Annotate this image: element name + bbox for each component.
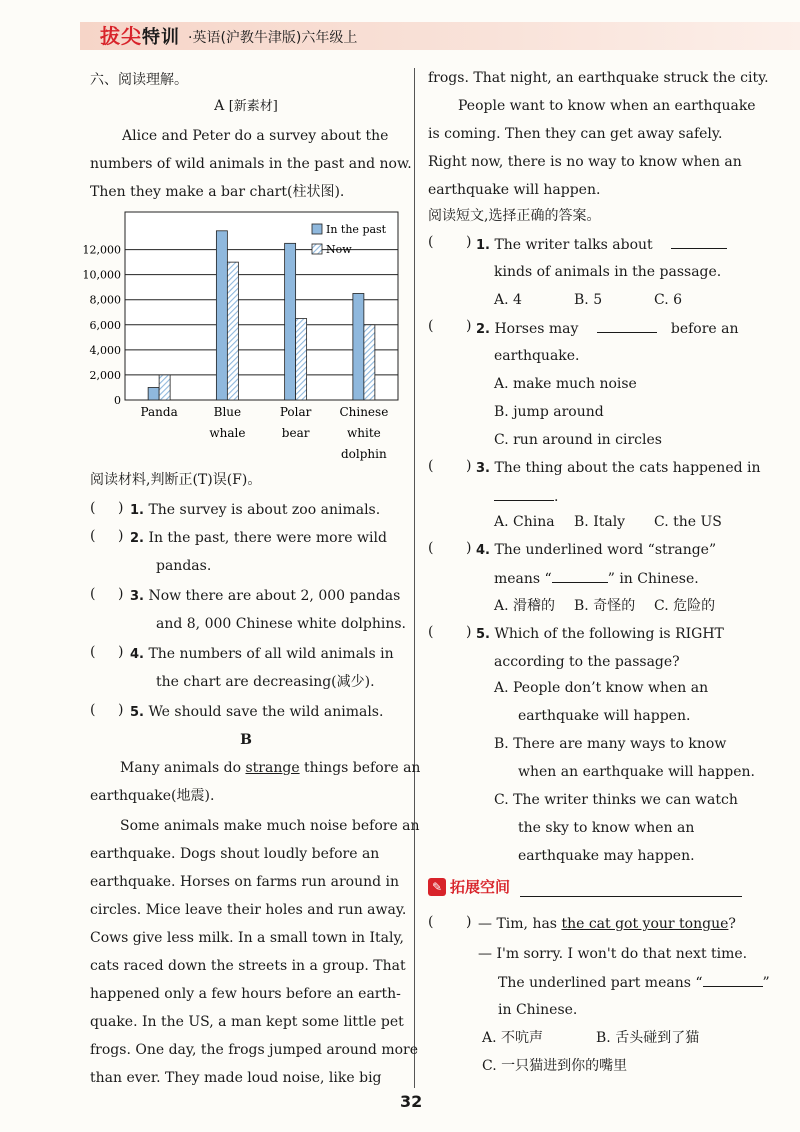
mc-question-1-cont: kinds of animals in the passage. [494,264,722,280]
y-tick-label: 12,000 [82,243,121,257]
answer-paren: ) [466,318,472,334]
ext-option-c: C. 一只猫进到你的嘴里 [482,1058,628,1074]
mc-question-4: 4. The underlined word “strange” [476,542,717,558]
answer-paren: ( [428,318,434,334]
tf-question-2: 2. In the past, there were more wild [130,530,387,546]
x-tick-label: bear [281,426,310,440]
mc-question-2-cont: earthquake. [494,348,580,364]
y-tick-label: 0 [114,394,121,407]
mc-question-5-option-b-cont: when an earthquake will happen. [518,764,755,780]
answer-paren: ) [466,540,472,556]
y-tick-label: 10,000 [82,268,121,282]
answer-paren: ( [90,702,96,718]
ext-question: The underlined part means “ ” [498,972,770,993]
bar-now [364,325,375,400]
answer-paren: ( [90,644,96,660]
extension-section-header [428,876,744,900]
mc-question-1-option-c: C. 6 [654,292,683,308]
tf-question-3-cont: and 8, 000 Chinese white dolphins. [156,616,406,632]
answer-paren: ( [90,500,96,516]
mc-question-5: 5. Which of the following is RIGHT [476,626,724,642]
passage-b-line-2: earthquake(地震). [90,788,215,804]
answer-paren: ) [466,914,472,930]
answer-paren: ( [90,528,96,544]
answer-paren: ( [90,586,96,602]
bar-past [353,293,364,400]
passage-b-line-4: earthquake. Dogs shout loudly before an [90,846,380,862]
passage-b-line-11: frogs. One day, the frogs jumped around more [90,1042,419,1058]
passage-b-cont-5: earthquake will happen. [428,182,601,198]
passage-b-cont-4: Right now, there is no way to know when an [428,154,742,170]
passage-b-cont-3: is coming. Then they can get away safely. [428,126,723,142]
answer-paren: ) [118,586,124,602]
answer-blank[interactable] [703,972,763,987]
tf-question-5: 5. We should save the wild animals. [130,704,384,720]
bar-now [296,319,307,400]
answer-blank[interactable] [552,568,608,583]
bar-past [216,231,227,400]
passage-b-line-1: Many animals do strange things before an [120,760,421,776]
bar-past [285,243,296,400]
passage-b-line-3: Some animals make much noise before an [120,818,420,834]
tf-instruction: 阅读材料,判断正(T)误(F)。 [90,472,262,488]
mc-question-5-option-c-cont: the sky to know when an [518,820,695,836]
ext-dialog-line-2: — I'm sorry. I won't do that next time. [478,946,748,962]
passage-b-line-9: happened only a few hours before an earth- [90,986,401,1002]
mc-question-5-option-c-cont2: earthquake may happen. [518,848,695,864]
legend-label: Now [326,243,352,256]
page-header [0,0,800,60]
tf-question-2-cont: pandas. [156,558,212,574]
ext-dialog-line-1: — Tim, has the cat got your tongue? [478,916,736,932]
mc-question-4-option-b: B. 奇怪的 [574,598,636,614]
mc-question-3: 3. The thing about the cats happened in [476,460,761,476]
mc-question-5-cont: according to the passage? [494,654,680,670]
mc-question-2-option-c: C. run around in circles [494,432,662,448]
answer-paren: ) [118,702,124,718]
mc-question-2-option-a: A. make much noise [494,376,637,392]
ext-question-cont: in Chinese. [498,1002,578,1018]
x-tick-label: whale [209,426,246,440]
mc-question-5-option-a-cont: earthquake will happen. [518,708,691,724]
mc-question-1: 1. The writer talks about [476,234,727,256]
y-tick-label: 4,000 [89,343,121,357]
page-number: 32 [400,1092,423,1111]
tf-question-3: 3. Now there are about 2, 000 pandas [130,588,401,604]
x-tick-label: white [346,426,381,440]
mc-question-3-cont: . [494,486,558,507]
answer-paren: ) [466,458,472,474]
legend-label: In the past [326,223,387,236]
mc-question-4-cont: means “ ” in Chinese. [494,568,699,589]
bar-now [227,262,238,400]
intro-line-3: Then they make a bar chart(柱状图). [90,184,345,200]
x-tick-label: dolphin [341,447,387,461]
y-tick-label: 2,000 [89,368,121,382]
legend-swatch-past [312,224,322,234]
divider-line [520,896,742,897]
x-tick-label: Blue [213,405,242,419]
passage-b-line-10: quake. In the US, a man kept some little pet [90,1014,404,1030]
mc-question-1-option-a: A. 4 [494,292,522,308]
bar-chart [80,208,400,466]
extension-title: 拓展空间 [450,878,511,896]
intro-line-1: Alice and Peter do a survey about the [122,128,389,144]
legend-swatch-now [312,244,322,254]
ext-option-b: B. 舌头碰到了猫 [596,1030,700,1046]
answer-paren: ( [428,234,434,250]
book-subtitle: ·英语(沪教牛津版)六年级上 [188,30,358,46]
answer-paren: ) [118,528,124,544]
x-tick-label: Panda [140,405,178,419]
answer-paren: ( [428,624,434,640]
answer-paren: ( [428,914,434,930]
bar-now [159,375,170,400]
answer-blank[interactable] [671,234,727,249]
passage-b-title: B [240,732,252,748]
passage-b-line-8: cats raced down the streets in a group. That [90,958,406,974]
passage-a-title: A [新素材] [214,98,278,114]
brand-logo: 拔尖特训 [100,24,180,48]
tf-question-4-cont: the chart are decreasing(减少). [156,674,375,690]
answer-paren: ( [428,540,434,556]
passage-b-line-12: than ever. They made loud noise, like big [90,1070,382,1086]
ext-option-a: A. 不吭声 [482,1030,544,1046]
passage-b-line-6: circles. Mice leave their holes and run away. [90,902,407,918]
mc-question-3-option-b: B. Italy [574,514,626,530]
passage-b-cont-1: frogs. That night, an earthquake struck the city. [428,70,769,86]
column-divider [414,68,415,1088]
answer-paren: ) [118,644,124,660]
passage-b-line-7: Cows give less milk. In a small town in Italy, [90,930,404,946]
y-tick-label: 6,000 [89,318,121,332]
mc-question-1-option-b: B. 5 [574,292,603,308]
passage-b-cont-2: People want to know when an earthquake [458,98,756,114]
answer-paren: ( [428,458,434,474]
x-tick-label: Polar [279,405,312,419]
answer-blank[interactable] [494,486,554,501]
mc-instruction: 阅读短文,选择正确的答案。 [428,208,601,224]
mc-question-3-option-a: A. China [494,514,555,530]
intro-line-2: numbers of wild animals in the past and now. [90,156,412,172]
mc-question-5-option-b: B. There are many ways to know [494,736,727,752]
mc-question-4-option-c: C. 危险的 [654,598,716,614]
mc-question-2-option-b: B. jump around [494,404,604,420]
y-tick-label: 8,000 [89,293,121,307]
tf-question-4: 4. The numbers of all wild animals in [130,646,394,662]
passage-b-line-5: earthquake. Horses on farms run around in [90,874,400,890]
mc-question-2: 2. Horses may before an [476,318,739,340]
mc-question-5-option-a: A. People don’t know when an [494,680,709,696]
x-tick-label: Chinese [339,405,389,419]
bar-past [148,387,159,400]
section-title: 六、阅读理解。 [90,72,188,88]
answer-paren: ) [118,500,124,516]
mc-question-3-option-c: C. the US [654,514,722,530]
mc-question-5-option-c: C. The writer thinks we can watch [494,792,738,808]
pen-icon: ✎ [428,878,446,896]
mc-question-4-option-a: A. 滑稽的 [494,598,556,614]
answer-paren: ) [466,624,472,640]
answer-paren: ) [466,234,472,250]
answer-blank[interactable] [597,318,657,333]
tf-question-1: 1. The survey is about zoo animals. [130,502,381,518]
